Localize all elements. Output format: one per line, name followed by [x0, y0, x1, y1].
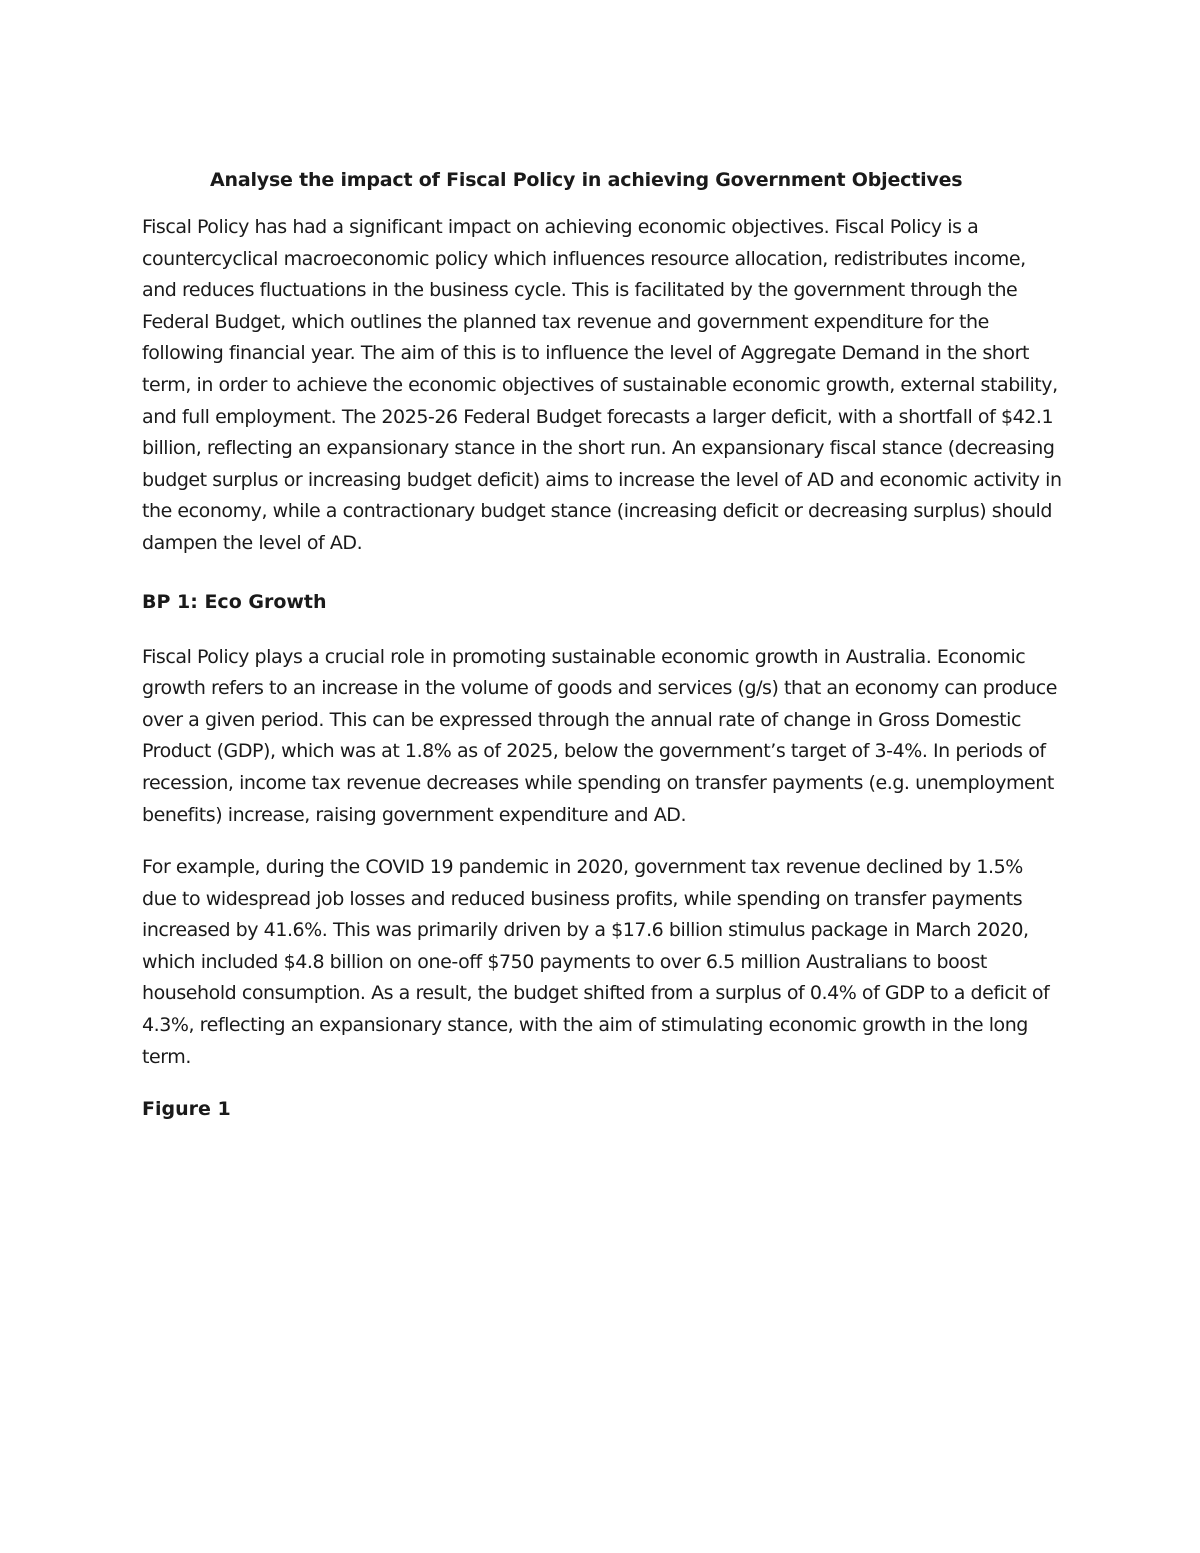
section-heading-eco-growth: BP 1: Eco Growth [142, 590, 327, 613]
figure-label: Figure 1 [142, 1098, 231, 1121]
eco-growth-paragraph: Fiscal Policy plays a crucial role in promoting sustainable economic growth in Australia. Economic growth refers to an increase in the volume of goods and services (g/s) that an economy can produce over a given period. This can be expressed through the annual rate of change in Gross Domestic Product (GDP), which was at 1.8% as of 2025, below the government’s target of 3-4%. In periods of recession, income tax revenue decreases while spending on transfer payments (e.g. unemployment benefits) increase, raising government expenditure and AD. [142, 645, 1057, 826]
intro-paragraph: Fiscal Policy has had a significant impact on achieving economic objectives. Fiscal Policy is a countercyclical macroeconomic policy which influences resource allocation, redistributes income, and reduces fluctuations in the business cycle. This is facilitated by the government through the Federal Budget, which outlines the planned tax revenue and government expenditure for the following financial year. The aim of this is to influence the level of Aggregate Demand in the short term, in order to achieve the economic objectives of sustainable economic growth, external stability, and full employment. The 2025-26 Federal Budget forecasts a larger deficit, with a shortfall of $42.1 billion, reflecting an expansionary stance in the short run. An expansionary fiscal stance (decreasing budget surplus or increasing budget deficit) aims to increase the level of AD and economic activity in the economy, while a contractionary budget stance (increasing deficit or decreasing surplus) should dampen the level of AD. [142, 216, 1062, 554]
covid-example-paragraph: For example, during the COVID 19 pandemic in 2020, government tax revenue declined by 1.5% due to widespread job losses and reduced business profits, while spending on transfer payments increased by 41.6%. This was primarily driven by a $17.6 billion stimulus package in March 2020, which included $4.8 billion on one-off $750 payments to over 6.5 million Australians to boost household consumption. As a result, the budget shifted from a surplus of 0.4% of GDP to a deficit of 4.3%, reflecting an expansionary stance, with the aim of stimulating economic growth in the long term. [142, 856, 1050, 1068]
document-title: Analyse the impact of Fiscal Policy in achieving Government Objectives [210, 169, 963, 191]
document-body [142, 166, 1062, 1123]
